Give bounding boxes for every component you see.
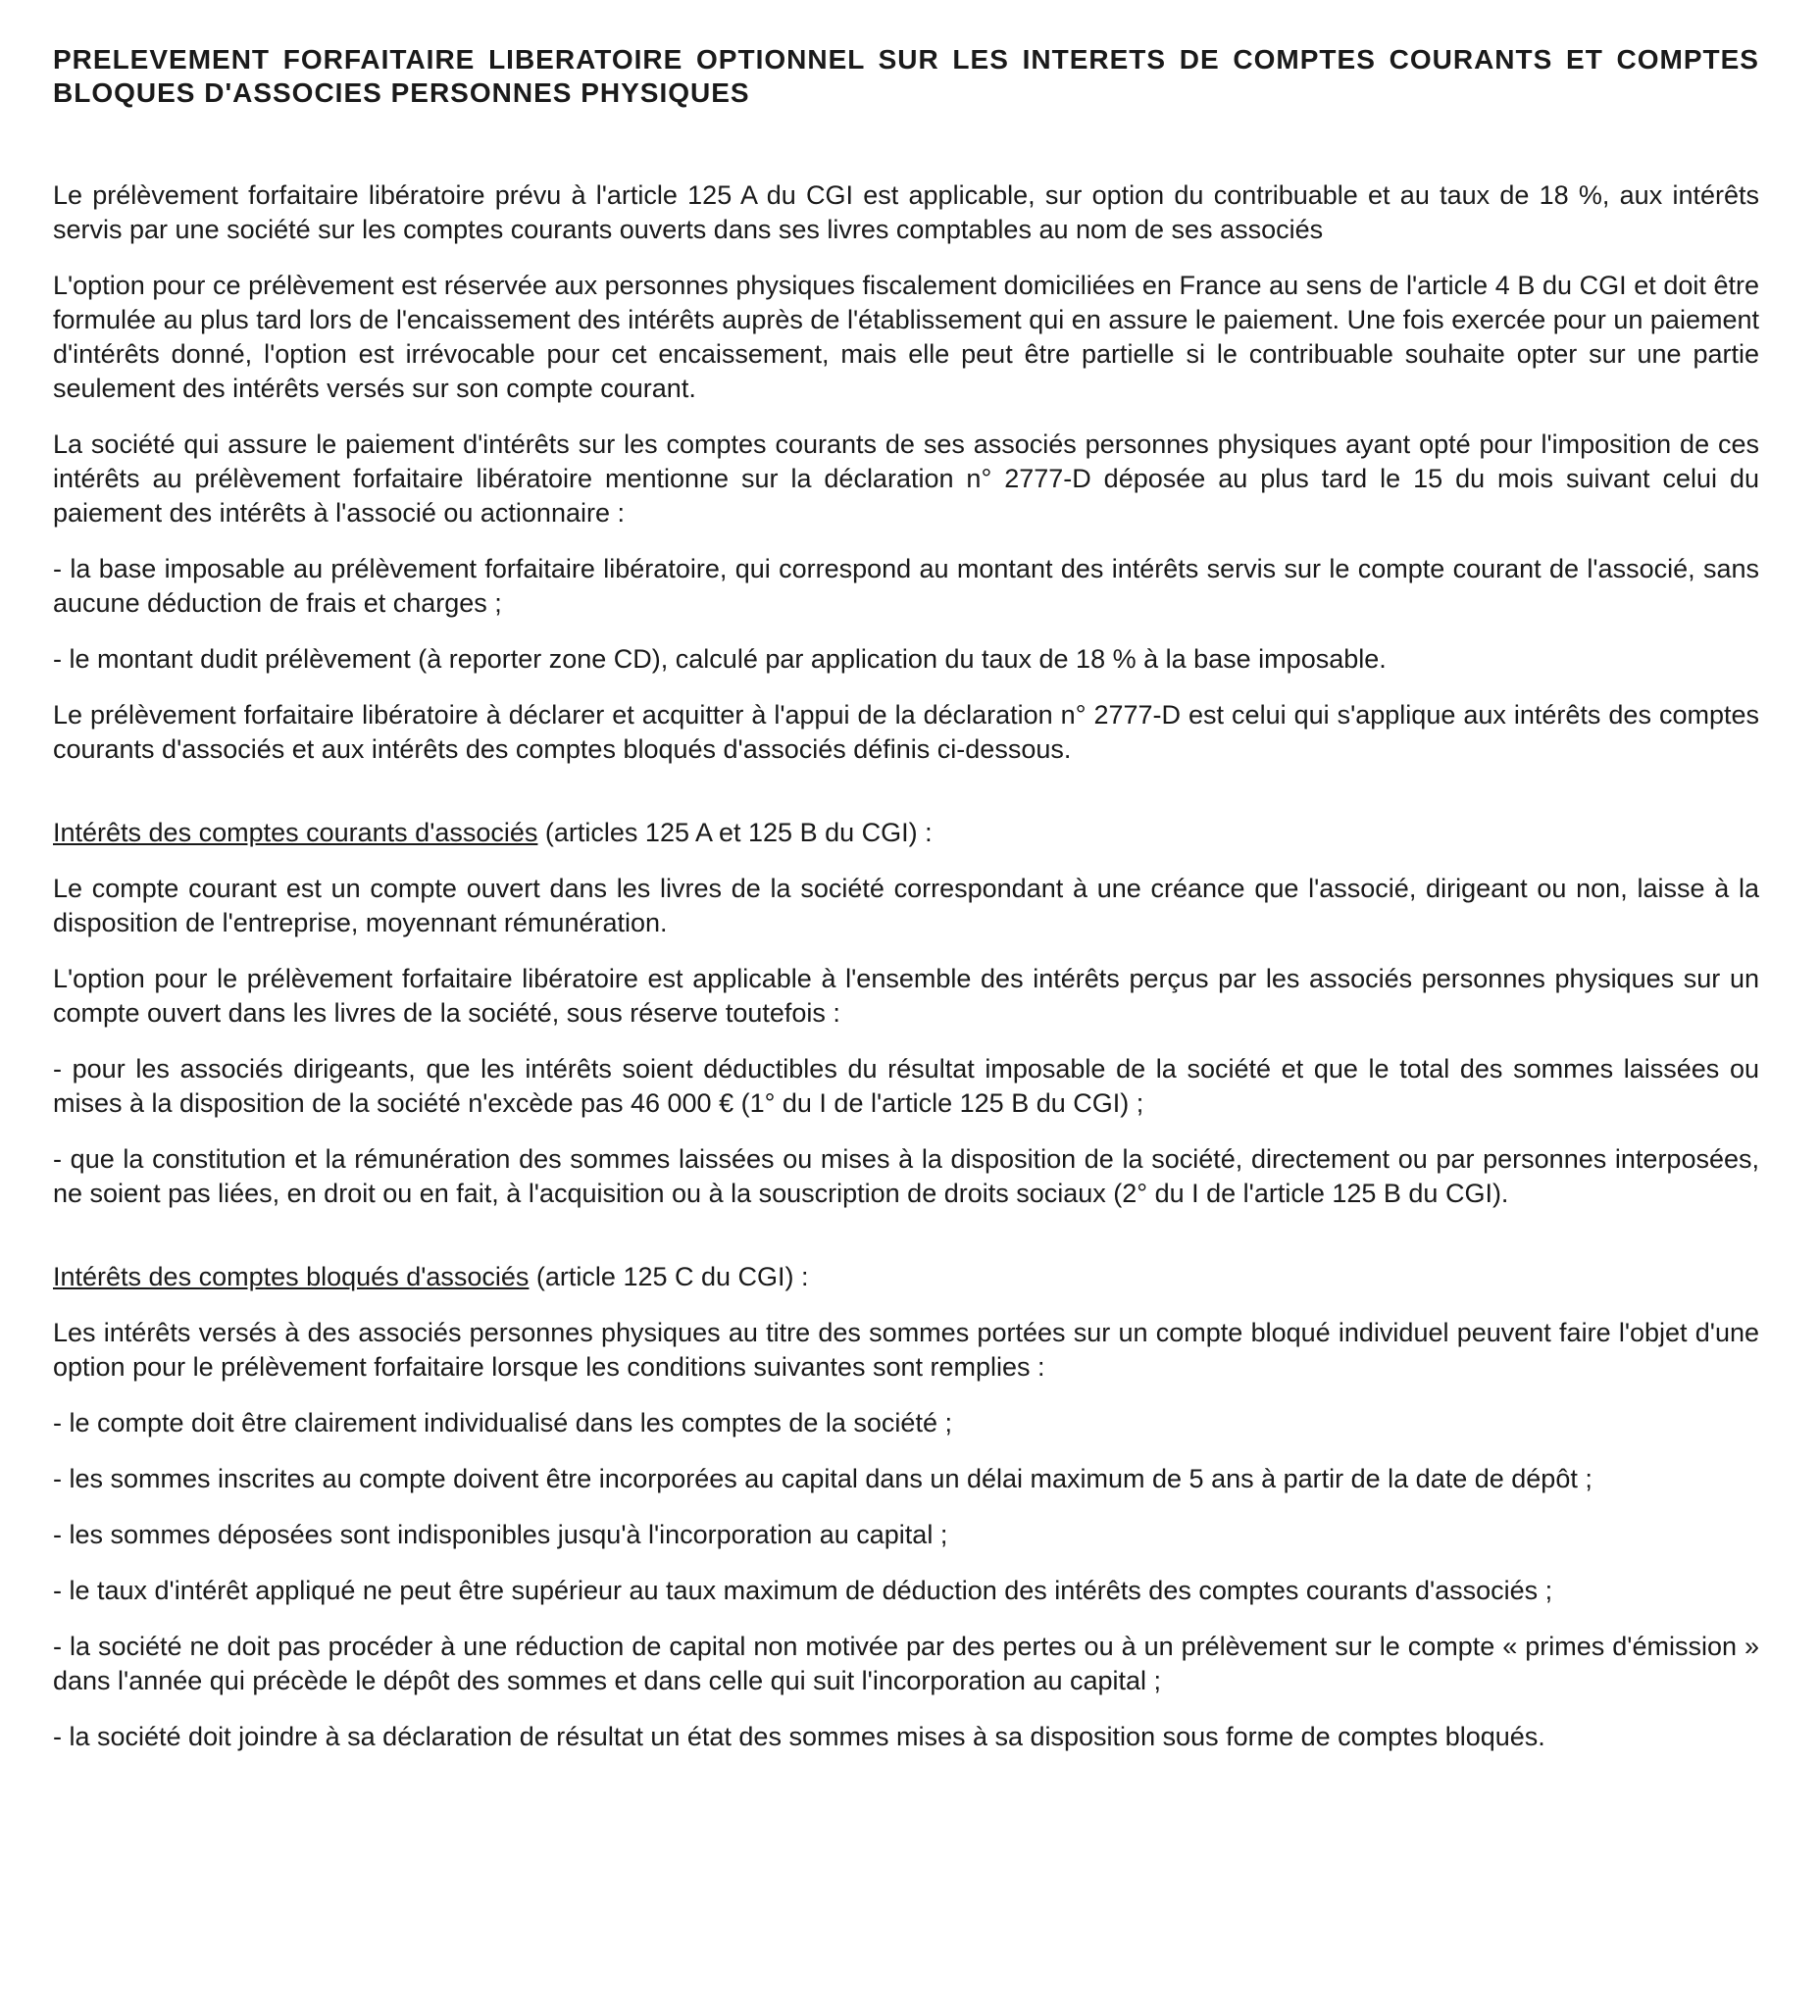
section-heading-underlined: Intérêts des comptes courants d'associés <box>53 818 538 847</box>
section-comptes-courants <box>53 816 1759 1211</box>
section-list-item: - le compte doit être clairement individualisé dans les comptes de la société ; <box>53 1408 952 1437</box>
intro-list-item: - la base imposable au prélèvement forfaitaire libératoire, qui correspond au montant des intérêts servis sur le compte courant de l'associé, sans aucune déduction de frais et charges ; <box>53 554 1759 618</box>
intro-paragraph: La société qui assure le paiement d'intérêts sur les comptes courants de ses associés personnes physiques ayant opté pour l'imposition de ces intérêts au prélèvement forfaitaire libératoire mentionne sur la déclaration n° 2777-D déposée au plus tard le 15 du mois suivant celui du paiement des intérêts à l'associé ou actionnaire : <box>53 429 1759 528</box>
section-heading <box>53 1260 1759 1294</box>
intro-section <box>53 178 1759 767</box>
section-paragraph: Le compte courant est un compte ouvert dans les livres de la société correspondant à une créance que l'associé, dirigeant ou non, laisse à la disposition de l'entreprise, moyennant rémunération. <box>53 874 1759 937</box>
section-heading-underlined: Intérêts des comptes bloqués d'associés <box>53 1262 530 1291</box>
section-list-item: - les sommes inscrites au compte doivent être incorporées au capital dans un délai maximum de 5 ans à partir de la date de dépôt ; <box>53 1464 1592 1493</box>
section-list-item: - la société ne doit pas procéder à une réduction de capital non motivée par des pertes ou à un prélèvement sur le compte « primes d'émission » dans l'année qui précède le dépôt des sommes et dans celle qui suit l'incorporation au capital ; <box>53 1632 1759 1695</box>
section-heading-reference: (articles 125 A et 125 B du CGI) : <box>537 818 933 847</box>
intro-paragraph: L'option pour ce prélèvement est réservée aux personnes physiques fiscalement domiciliées en France au sens de l'article 4 B du CGI et doit être formulée au plus tard lors de l'encaissement des intérêts auprès de l'établissement qui en assure le paiement. Une fois exercée pour un paiement d'intérêts donné, l'option est irrévocable pour cet encaissement, mais elle peut être partielle si le contribuable souhaite opter sur une partie seulement des intérêts versés sur son compte courant. <box>53 271 1759 403</box>
section-list-item: - les sommes déposées sont indisponibles jusqu'à l'incorporation au capital ; <box>53 1520 948 1549</box>
intro-paragraph: Le prélèvement forfaitaire libératoire à déclarer et acquitter à l'appui de la déclaration n° 2777-D est celui qui s'applique aux intérêts des comptes courants d'associés et aux intérêts des comptes bloqués d'associés définis ci-dessous. <box>53 700 1759 764</box>
section-list-item: - pour les associés dirigeants, que les intérêts soient déductibles du résultat imposable de la société et que le total des sommes laissées ou mises à la disposition de la société n'excède pas 46 000 € (1° du I de l'article 125 B du CGI) ; <box>53 1054 1759 1118</box>
document-title: PRELEVEMENT FORFAITAIRE LIBERATOIRE OPTIONNEL SUR LES INTERETS DE COMPTES COURANTS ET COMPTES BLOQUES D'ASSOCIES PERSONNES PHYSIQUES <box>53 44 1759 108</box>
section-list-item: - le taux d'intérêt appliqué ne peut être supérieur au taux maximum de déduction des intérêts des comptes courants d'associés ; <box>53 1576 1553 1605</box>
section-comptes-bloques <box>53 1260 1759 1754</box>
section-list-item: - la société doit joindre à sa déclaration de résultat un état des sommes mises à sa disposition sous forme de comptes bloqués. <box>53 1722 1545 1751</box>
section-heading <box>53 816 1759 850</box>
section-list-item: - que la constitution et la rémunération des sommes laissées ou mises à la disposition de la société, directement ou par personnes interposées, ne soient pas liées, en droit ou en fait, à l'acquisition ou à la souscription de droits sociaux (2° du I de l'article 125 B du CGI). <box>53 1144 1759 1208</box>
section-paragraph: L'option pour le prélèvement forfaitaire libératoire est applicable à l'ensemble des intérêts perçus par les associés personnes physiques sur un compte ouvert dans les livres de la société, sous réserve toutefois : <box>53 964 1759 1028</box>
intro-paragraph: Le prélèvement forfaitaire libératoire prévu à l'article 125 A du CGI est applicable, sur option du contribuable et au taux de 18 %, aux intérêts servis par une société sur les comptes courants ouverts dans ses livres comptables au nom de ses associés <box>53 180 1759 244</box>
section-heading-reference: (article 125 C du CGI) : <box>529 1262 809 1291</box>
section-paragraph: Les intérêts versés à des associés personnes physiques au titre des sommes portées sur un compte bloqué individuel peuvent faire l'objet d'une option pour le prélèvement forfaitaire lorsque les conditions suivantes sont remplies : <box>53 1318 1759 1382</box>
intro-list-item: - le montant dudit prélèvement (à reporter zone CD), calculé par application du taux de 18 % à la base imposable. <box>53 644 1387 674</box>
